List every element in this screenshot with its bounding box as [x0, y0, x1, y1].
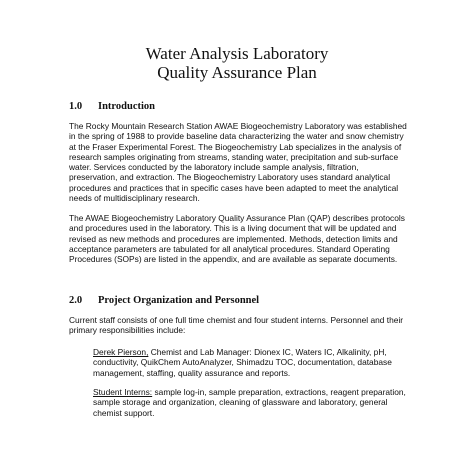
text-line: preservation, and extraction. The Biogeochemistry Laboratory uses standard analytical: [69, 172, 391, 183]
personnel-name: Student Interns:: [93, 387, 153, 397]
text-line: Procedures (SOPs) are listed in the appendix, and are available as separate documents.: [69, 254, 398, 265]
text-line: in the spring of 1988 to provide baseline data characterizing the water and snow chemistry: [69, 131, 404, 142]
text-line: [93, 347, 433, 357]
text-line: and procedures used in the laboratory. This is a living document that will be updated and: [69, 223, 397, 234]
personnel-entry-derek-pierson: [93, 347, 433, 378]
document-title-line-1: Water Analysis Laboratory: [145, 44, 329, 63]
text-line: [93, 387, 433, 397]
personnel-role: sample log-in, sample preparation, extractions, reagent preparation,: [152, 387, 406, 397]
personnel-role: Chemist and Lab Manager: Dionex IC, Waters IC, Alkalinity, pH,: [148, 347, 387, 357]
text-line: at the Fraser Experimental Forest. The Biogeochemistry Lab specializes in the analysis of: [69, 141, 402, 152]
text-line: chemist support.: [93, 407, 155, 418]
text-line: procedures and practices that in specific cases have been adapted to meet the analytical: [69, 182, 399, 193]
text-line: The Rocky Mountain Research Station AWAE Biogeochemistry Laboratory was established: [69, 121, 407, 131]
text-line: research samples originating from streams, standing water, precipitation and sub-surface: [69, 151, 399, 162]
personnel-name: Derek Pierson,: [93, 347, 149, 357]
personnel-entry-student-interns: [93, 387, 433, 418]
section-title: Project Organization and Personnel: [98, 295, 260, 306]
text-line: revised as new methods and procedures are implemented. Methods, detection limits and: [69, 233, 398, 244]
text-line: water. Services conducted by the laboratory include sample analysis, filtration,: [69, 162, 359, 173]
text-line: sample storage and organization, cleaning of glassware and laboratory, general: [93, 397, 388, 408]
section-title: Introduction: [98, 101, 155, 112]
text-line: The AWAE Biogeochemistry Laboratory Quality Assurance Plan (QAP) describes protocols: [69, 213, 405, 223]
introduction-paragraph-1: [69, 121, 429, 203]
text-line: Current staff consists of one full time chemist and four student interns. Personnel and their: [69, 315, 404, 325]
text-line: conductivity, QuikChem AutoAnalyzer, Shimadzu TOC, documentation, database: [93, 357, 392, 368]
document-title-line-2: Quality Assurance Plan: [157, 63, 317, 82]
text-line: primary responsibilities include:: [69, 325, 186, 336]
section-heading-personnel: [69, 294, 259, 307]
section-number: 1.0: [69, 101, 83, 112]
personnel-paragraph: [69, 315, 429, 336]
introduction-paragraph-2: [69, 213, 429, 264]
text-line: needs of multidisciplinary research.: [69, 193, 200, 204]
section-number: 2.0: [69, 295, 83, 306]
section-heading-introduction: [69, 100, 155, 113]
text-line: acceptance parameters are tabulated for all analytical procedures. Standard Operating: [69, 243, 390, 254]
text-line: management, staffing, quality assurance and reports.: [93, 367, 291, 378]
